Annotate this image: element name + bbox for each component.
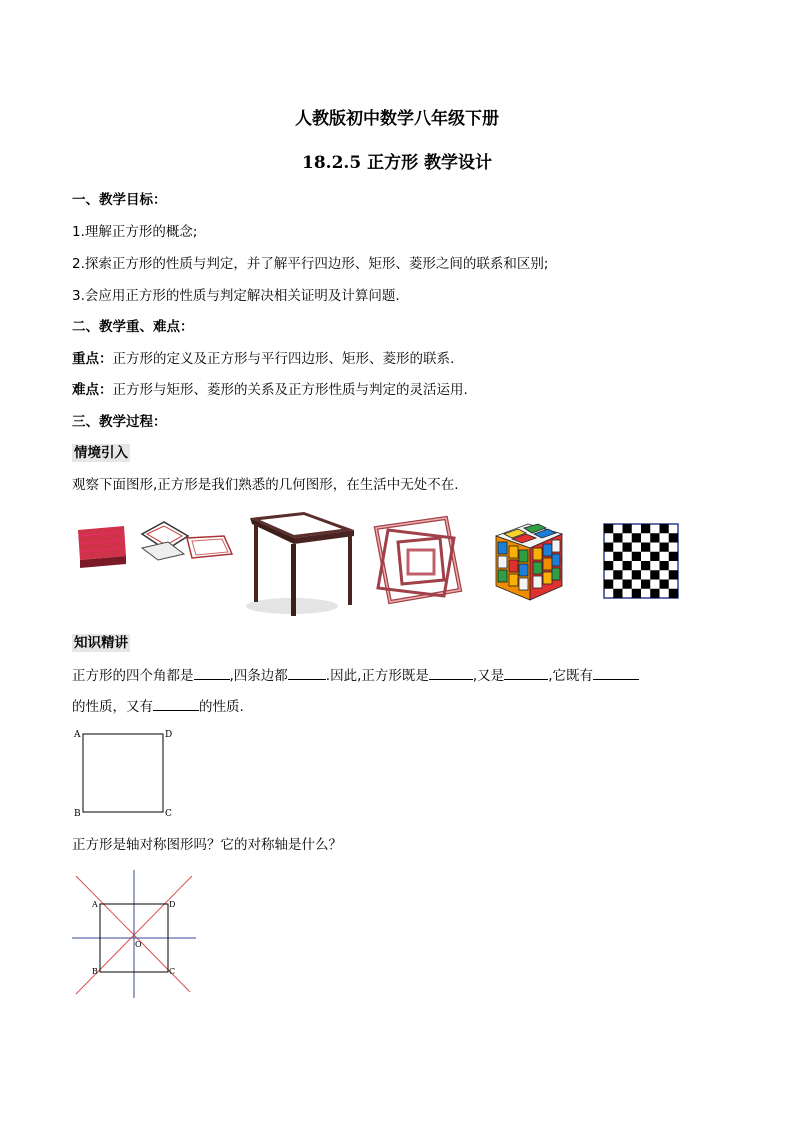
section-heading-process: 三、教学过程：	[72, 414, 167, 430]
checker-square	[660, 524, 669, 533]
difficult-point-line	[72, 378, 468, 398]
vertex-label-a: A	[92, 900, 98, 909]
checker-square	[604, 580, 613, 589]
goal-item-3: 3.会应用正方形的性质与判定解决相关证明及计算问题.	[72, 288, 400, 304]
fill-text-3: .因此,正方形既是	[325, 668, 429, 684]
checker-square	[623, 561, 632, 570]
checker-square	[669, 589, 678, 598]
document-title: 人教版初中数学八年级下册	[295, 109, 499, 129]
blank-sides[interactable]	[288, 667, 326, 680]
blank-property-2[interactable]	[153, 698, 199, 711]
fill-blank-line-1	[72, 664, 639, 684]
checker-square	[613, 570, 622, 579]
difficult-point-label: 难点：	[72, 382, 113, 398]
vertex-label-b: B	[92, 967, 98, 976]
checker-square	[650, 552, 659, 561]
checker-square	[632, 570, 641, 579]
square-objects-image-row	[72, 508, 732, 620]
checkerboard-image	[604, 524, 678, 598]
square-symmetry-axes-figure	[72, 870, 198, 998]
checker-square	[660, 580, 669, 589]
square-table-image	[246, 512, 354, 616]
blank-shape-1[interactable]	[429, 667, 473, 680]
vertex-label-d: D	[165, 730, 173, 740]
fill-text-4: ,又是	[472, 668, 505, 684]
fill-text-7: 的性质.	[199, 699, 244, 715]
checker-square	[669, 552, 678, 561]
checker-square	[660, 561, 669, 570]
open-box-image	[142, 522, 232, 560]
goal-item-1: 1.理解正方形的概念;	[72, 224, 198, 240]
difficult-point-text: 正方形与矩形、菱形的关系及正方形性质与判定的灵活运用.	[112, 382, 468, 398]
vertex-label-a: A	[74, 730, 81, 740]
checker-square	[650, 589, 659, 598]
knowledge-tag-line	[72, 631, 130, 651]
rubik-cube-image	[496, 524, 562, 600]
checker-square	[650, 570, 659, 579]
fill-text-6: 的性质，又有	[72, 699, 153, 715]
intro-tag-line	[72, 441, 130, 461]
fill-text-1: 正方形的四个角都是	[72, 668, 194, 684]
checker-square	[604, 524, 613, 533]
knowledge-tag: 知识精讲	[74, 635, 128, 651]
checker-square	[660, 543, 669, 552]
intro-tag: 情境引入	[74, 445, 128, 461]
section-heading-focus: 二、教学重、难点：	[72, 319, 194, 335]
red-box-image	[78, 526, 126, 568]
vertex-label-d: D	[169, 900, 176, 909]
blank-shape-2[interactable]	[504, 667, 548, 680]
fill-text-2: ,四条边都	[229, 668, 288, 684]
key-point-line	[72, 347, 454, 367]
checker-square	[613, 589, 622, 598]
intro-text: 观察下面图形,正方形是我们熟悉的几何图形，在生活中无处不在.	[72, 477, 459, 493]
checker-square	[669, 570, 678, 579]
vertex-label-c: C	[165, 809, 172, 819]
checker-square	[613, 552, 622, 561]
checker-square	[632, 552, 641, 561]
checker-square	[623, 524, 632, 533]
checker-square	[641, 543, 650, 552]
lesson-title: 18.2.5 正方形 教学设计	[302, 153, 492, 173]
checker-square	[604, 561, 613, 570]
checker-square	[613, 533, 622, 542]
vertex-label-b: B	[74, 809, 81, 819]
checker-square	[623, 543, 632, 552]
blank-angles[interactable]	[194, 667, 230, 680]
checker-square	[632, 533, 641, 542]
checker-square	[641, 524, 650, 533]
symmetry-question: 正方形是轴对称图形吗？它的对称轴是什么？	[72, 837, 342, 853]
checker-square	[604, 543, 613, 552]
fill-blank-line-2	[72, 695, 244, 715]
goal-item-2: 2.探索正方形的性质与判定，并了解平行四边形、矩形、菱形之间的联系和区别;	[72, 256, 549, 272]
center-label-o: O	[135, 940, 142, 949]
section-heading-goals: 一、教学目标：	[72, 192, 167, 208]
checker-square	[650, 533, 659, 542]
key-point-label: 重点：	[72, 351, 113, 367]
checker-square	[641, 580, 650, 589]
fill-text-5: ,它既有	[548, 668, 593, 684]
checker-square	[623, 580, 632, 589]
key-point-text: 正方形的定义及正方形与平行四边形、矩形、菱形的联系.	[112, 351, 455, 367]
vertex-label-c: C	[169, 967, 176, 976]
checker-square	[669, 533, 678, 542]
checker-square	[632, 589, 641, 598]
blank-property-1[interactable]	[593, 667, 639, 680]
square-abcd-figure	[72, 724, 182, 820]
nested-frames-image	[376, 518, 460, 602]
checker-square	[641, 561, 650, 570]
